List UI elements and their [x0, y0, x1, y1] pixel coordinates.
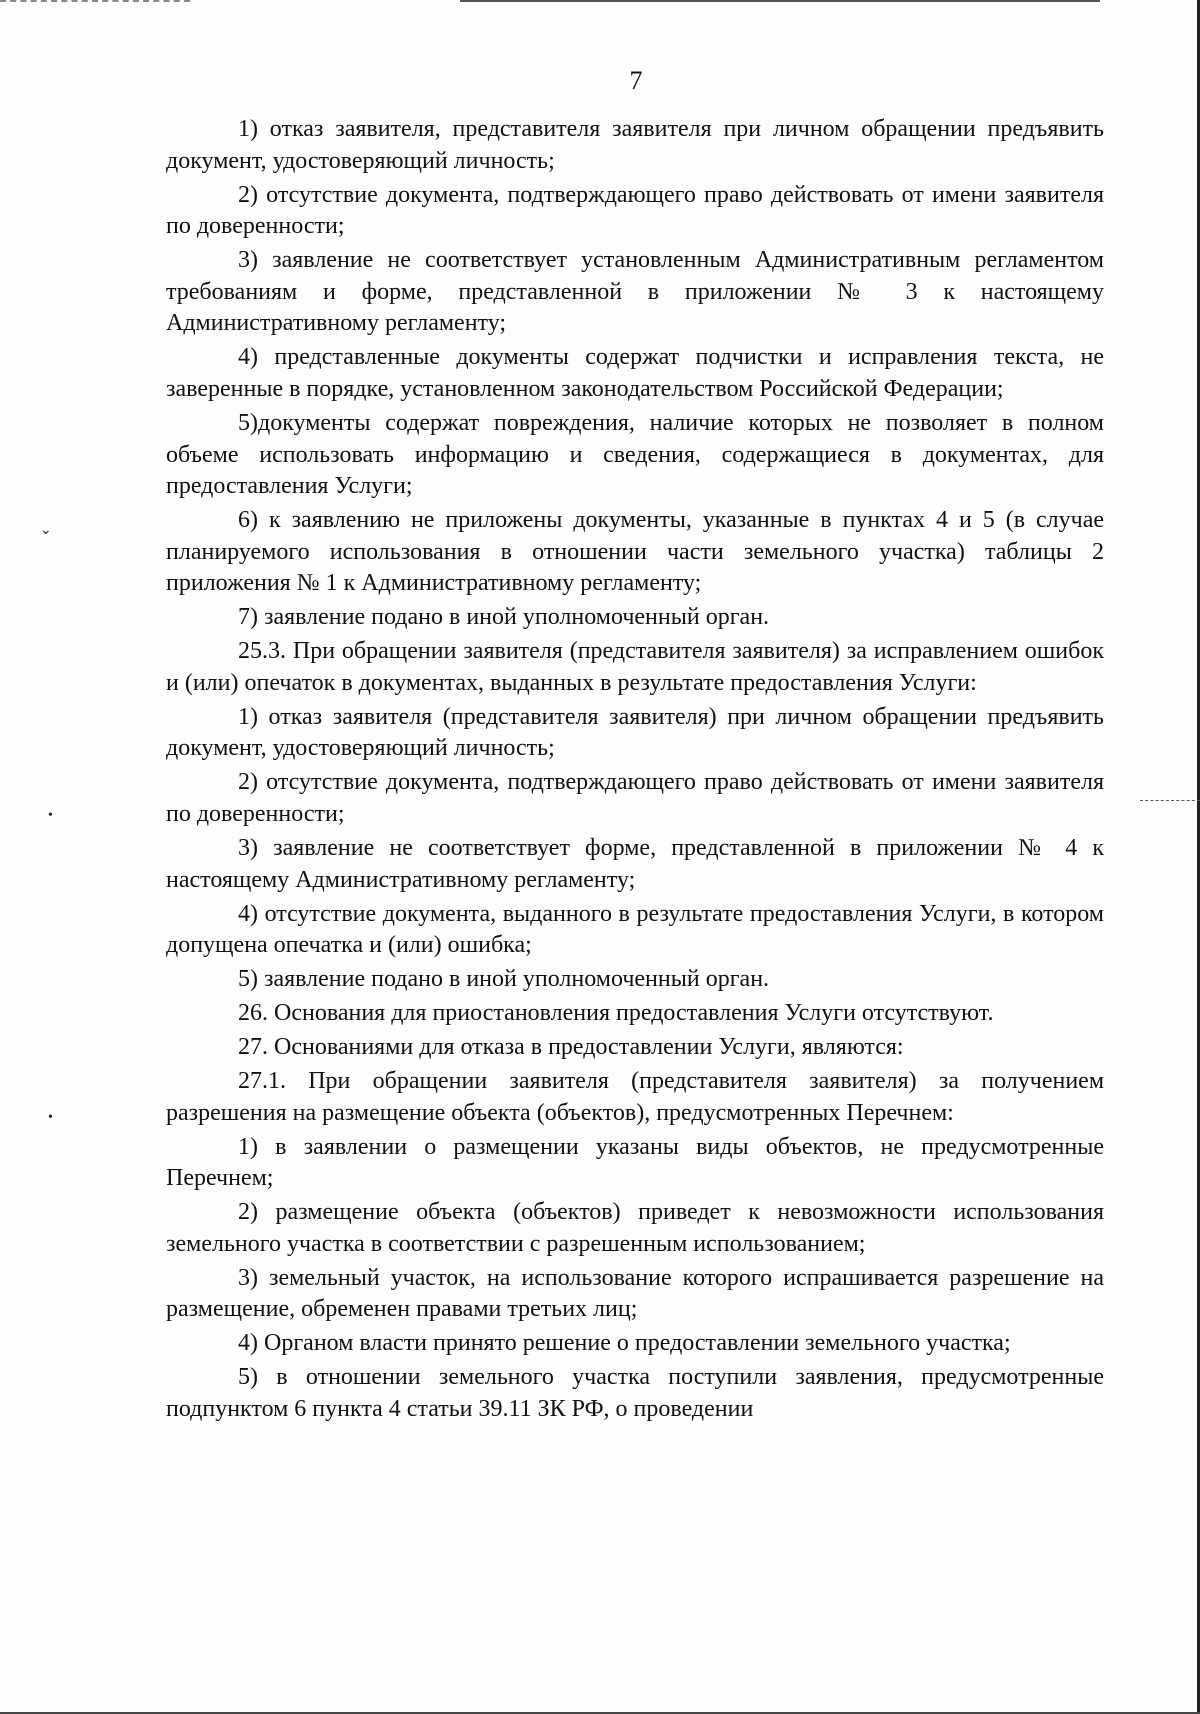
- paragraph: 2) отсутствие документа, подтверждающего право действовать от имени заявителя по доверенности;: [166, 769, 1104, 827]
- paragraph: 1) в заявлении о размещении указаны виды объектов, не предусмотренные Перечнем;: [166, 1133, 1104, 1192]
- paragraph: 4) представленные документы содержат подчистки и исправления текста, не заверенные в порядке, установленном законодательством Российской Федерации;: [166, 344, 1104, 402]
- paragraph: 3) заявление не соответствует форме, представленной в приложении № 4 к настоящему Административному регламенту;: [166, 834, 1104, 893]
- paragraph: 1) отказ заявителя (представителя заявителя) при личном обращении предъявить документ, удостоверяющий личность;: [166, 703, 1104, 762]
- paragraph: 2) размещение объекта (объектов) приведет к невозможности использования земельного участка в соответствии с разрешенным использованием;: [166, 1199, 1104, 1257]
- paragraph: 7) заявление подано в иной уполномоченный орган.: [238, 604, 770, 631]
- paragraph: 27.1. При обращении заявителя (представителя заявителя) за получением разрешения на размещение объекта (объектов), предусмотренных Перечнем:: [166, 1068, 1104, 1126]
- scan-speck: •: [48, 1110, 53, 1125]
- paragraph: 4) отсутствие документа, выданного в результате предоставления Услуги, в котором допущена опечатка и (или) ошибка;: [166, 900, 1104, 959]
- scan-artifact-top-right: [460, 0, 1100, 2]
- document-body: [166, 114, 1104, 1428]
- scan-artifact-top-left: [0, 0, 190, 4]
- paragraph: 2) отсутствие документа, подтверждающего право действовать от имени заявителя по доверенности;: [166, 181, 1104, 240]
- scan-artifact-dash: [1140, 800, 1200, 802]
- paragraph: 1) отказ заявителя, представителя заявителя при личном обращении предъявить документ, удостоверяющий личность;: [166, 116, 1104, 174]
- paragraph: 5)документы содержат повреждения, наличие которых не позволяет в полном объеме использовать информацию и сведения, содержащиеся в документах, для предоставления Услуги;: [166, 409, 1104, 500]
- paragraph: 5) заявление подано в иной уполномоченный орган.: [238, 966, 770, 993]
- paragraph: 26. Основания для приостановления предоставления Услуги отсутствуют.: [238, 1000, 994, 1027]
- scan-speck: •: [48, 808, 53, 823]
- paragraph: 3) заявление не соответствует установленным Административным регламентом требованиям и форме, представленной в приложении № 3 к настоящему Административному регламенту;: [166, 247, 1104, 337]
- paragraph: 6) к заявлению не приложены документы, указанные в пунктах 4 и 5 (в случае планируемого использования в отношении части земельного участка) таблицы 2 приложения № 1 к Административному регламенту;: [166, 507, 1104, 597]
- page-number: 7: [629, 66, 643, 95]
- paragraph: 5) в отношении земельного участка поступили заявления, предусмотренные подпунктом 6 пункта 4 статьи 39.11 ЗК РФ, о проведении: [166, 1364, 1104, 1422]
- paragraph: 4) Органом власти принято решение о предоставлении земельного участка;: [238, 1330, 1011, 1357]
- paragraph: 3) земельный участок, на использование которого испрашивается разрешение на размещение, обременен правами третьих лиц;: [166, 1264, 1104, 1323]
- paragraph: 27. Основаниями для отказа в предоставлении Услуги, являются:: [238, 1034, 904, 1061]
- paragraph: 25.3. При обращении заявителя (представителя заявителя) за исправлением ошибок и (или) опечаток в документах, выданных в результате предоставления Услуги:: [166, 638, 1104, 696]
- scan-speck: ⌄: [40, 523, 52, 538]
